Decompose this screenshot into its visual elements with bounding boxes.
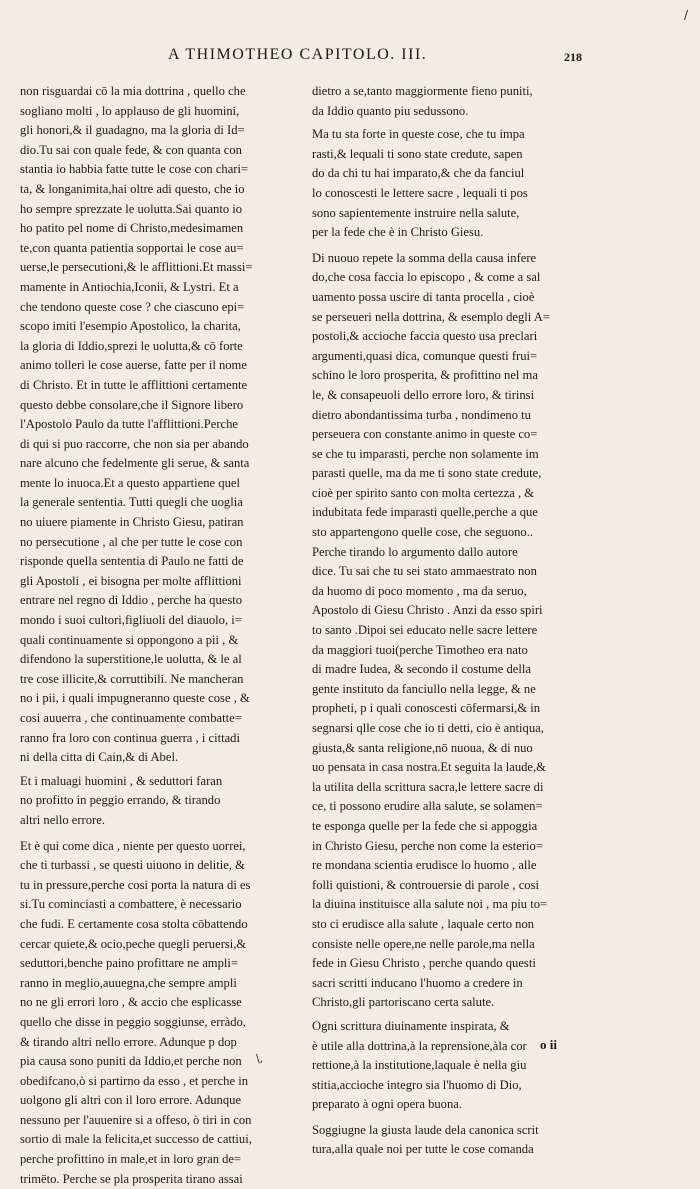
text-line: pia causa sono puniti da Iddio,et perche non — [20, 1054, 242, 1069]
text-line: per la fede che è in Christo Giesu. — [312, 225, 484, 240]
text-line: gente instituto da fanciullo nella legge, & ne — [312, 681, 536, 696]
text-line: ranno in meglio,auuegna,che sempre ampli — [20, 975, 237, 990]
text-line: gli Apostoli , ei bisogna per molte afflittioni — [20, 573, 242, 588]
text-line: in Christo Giesu, perche non come la esterio= — [312, 838, 543, 853]
text-line: altri nello errore. — [20, 812, 105, 827]
text-line: Ogni scrittura diuinamente inspirata, & — [312, 1018, 510, 1033]
text-line: Perche tirando lo argumento dallo autore — [312, 544, 518, 559]
printer-mark: \, — [256, 1052, 264, 1065]
text-line: te,con quanta patientia sopportai le cose au= — [20, 240, 244, 255]
text-line: è utile alla dottrina,à la reprensione,àla cor — [312, 1038, 527, 1053]
text-line: ce, ti possono erudire alla salute, se solamen= — [312, 799, 543, 814]
text-line: scopo imiti l'esempio Apostolico, la charita, — [20, 319, 241, 334]
text-line: dietro abondantissima turba , nondimeno tu — [312, 407, 531, 422]
text-line: giusta,& santa religione,nō nuoua, & di nuo — [312, 740, 533, 755]
text-line: mamente in Antiochia,Iconii, & Lystri. Et a — [20, 279, 239, 294]
commentary-paragraph — [312, 249, 595, 1013]
text-line: Soggiugne la giusta laude dela canonica scrit — [312, 1122, 539, 1137]
text-line: ranno fra loro con continua guerra , i cittadi — [20, 730, 240, 745]
folio-number: 218 — [564, 50, 582, 64]
text-line: no persecutione , al che per tutte le cose con — [20, 534, 243, 549]
text-line: Di nuouo repete la somma della causa infere — [312, 250, 537, 265]
text-line: stantia io habbia fatte tutte le cose con chari= — [20, 162, 249, 177]
text-line: non risguardai cō la mia dottrina , quello che — [20, 84, 246, 98]
text-line: uolgono gli altri con il loro errore. Adunque — [20, 1093, 242, 1108]
text-line: consiste nelle opere,ne nelle parole,ma nella — [312, 936, 535, 951]
text-line: tura,alla quale noi per tutte le cose comanda — [312, 1142, 534, 1157]
text-line: postoli,& accioche faccia questo usa preclari — [312, 329, 538, 344]
scripture-verse — [20, 772, 300, 831]
right-text-column — [312, 76, 595, 1160]
text-line: sogliano molti , lo applauso de gli huomini, — [20, 103, 240, 118]
text-line: no ne gli errori loro , & accio che esplicasse — [20, 995, 242, 1010]
text-line: cioè per spirito santo con molta certezza , & — [312, 485, 535, 500]
text-line: ho patito pel nome di Christo,medesimamen — [20, 221, 244, 236]
scripture-verse — [312, 1017, 595, 1115]
text-line: perseuera con constante animo in queste co= — [312, 427, 538, 442]
text-line: da maggiori tuoi(perche Timotheo era nato — [312, 642, 528, 657]
text-line: & tirando altri nello errore. Adunque p dop — [20, 1034, 237, 1049]
text-line: uerse,le persecutioni,& le afflittioni.Et massi= — [20, 260, 253, 275]
text-line: la utilita della scrittura sacra,le lettere sacre di — [312, 779, 544, 794]
text-line: ho sempre sprezzate le uolutta.Sai quanto io — [20, 201, 243, 216]
text-line: da huomo di poco momento , ma da seruo, — [312, 583, 527, 598]
text-line: propheti, p i quali conoscesti cōfermarsi,& in — [312, 701, 541, 716]
text-line: tre cose illicite,& corruttibili. Ne mancheran — [20, 671, 244, 686]
commentary-paragraph — [20, 837, 300, 1189]
text-line: dio.Tu sai con quale fede, & con quanta con — [20, 142, 242, 157]
text-line: dice. Tu sai che tu sei stato ammaestrato non — [312, 564, 537, 579]
left-text-column — [20, 76, 300, 1189]
text-line: animo tolleri le cose auerse, fatte per il nome — [20, 358, 247, 373]
text-line: cercar quiete,& ocio,peche quegli peruersi,& — [20, 936, 247, 951]
text-line: le, & consapeuoli dello errore loro, & tirinsi — [312, 387, 535, 402]
text-line: schino le loro prosperita, & profittino nel ma — [312, 368, 538, 383]
text-line: quello che disse in peggio soggiunse, erràdo, — [20, 1014, 246, 1029]
text-line: nare alcuno che fedelmente gli serue, & santa — [20, 456, 250, 471]
text-line: sacri scritti inducano l'huomo a credere in — [312, 975, 523, 990]
text-line: segnarsi qlle cose che io ti detti, cio è antiqua, — [312, 721, 544, 735]
text-line: entrare nel regno di Iddio , perche ha questo — [20, 593, 243, 608]
text-line: Et i maluagi huomini , & seduttori faran — [20, 773, 223, 788]
text-line: rettione,à la institutione,laquale è nella giu — [312, 1058, 527, 1073]
signature-mark: o ii — [540, 1037, 557, 1052]
text-line: nessuno per l'auuenire si a offeso, ò tiri in con — [20, 1112, 252, 1127]
text-line: stitia,accioche integro sia l'huomo di Dio, — [312, 1077, 522, 1092]
text-line: do da chi tu hai imparato,& che da fanciul — [312, 166, 525, 181]
text-line: che ti turbassi , se questi uiuono in delitie, & — [20, 858, 245, 873]
text-line: questo debbe consolare,che il Signore libero — [20, 397, 244, 412]
text-line: to santo .Dipoi sei educato nelle sacre lettere — [312, 623, 538, 638]
text-line: mondo i suoi cultori,figliuoli del diauolo, i= — [20, 613, 242, 628]
text-line: sto ci erudisce alla salute , laquale certo non — [312, 916, 535, 931]
text-line: la gloria di Iddio,sprezi le uolutta,& cō forte — [20, 338, 243, 353]
text-line: ni della citta di Cain,& di Abel. — [20, 750, 179, 765]
text-line: obedifcano,ò si partirno da esso , et perche in — [20, 1073, 249, 1088]
text-line: risponde quella sententia di Paulo ne fatti de — [20, 554, 244, 569]
text-line: la generale sententia. Tutti quegli che uoglia — [20, 495, 243, 510]
text-line: folli quistioni, & controuersie di parole , cosi — [312, 877, 539, 892]
text-line: uamento possa uscire di tanta procella , cioè — [312, 289, 535, 304]
text-line: perche profittino in male,et in loro gran de= — [20, 1152, 242, 1167]
text-line: uo pensata in casa nostra.Et seguita la laude,& — [312, 760, 546, 775]
text-line: mente lo inuoca.Et a questo appartiene quel — [20, 475, 240, 490]
text-line: di Christo. Et in tutte le afflittioni certamente — [20, 377, 248, 392]
text-line: fede in Giesu Christo , perche quando questi — [312, 956, 536, 971]
text-line: di madre Iudea, & secondo il costume della — [312, 662, 531, 677]
text-line: sono sapientemente instruire nella salute, — [312, 205, 520, 220]
text-line: difendono la superstitione,le uolutta, & le al — [20, 652, 242, 667]
text-line: si.Tu cominciasti a combattere, è necessario — [20, 897, 242, 912]
text-line: lo conoscesti le lettere sacre , lequali ti pos — [312, 185, 528, 200]
text-line: che fudi. E certamente cosa stolta cōbattendo — [20, 916, 248, 931]
text-line: no uiuere piamente in Christo Giesu, patiran — [20, 515, 244, 530]
text-line: se perseueri nella dottrina, & esemplo degli A= — [312, 309, 550, 324]
text-line: se che tu imparasti, perche non solamente im — [312, 446, 539, 461]
text-line: no profitto in peggio errando, & tirando — [20, 793, 221, 808]
text-line: gli honori,& il guadagno, ma la gloria di Id= — [20, 123, 245, 138]
text-line: la diuina instituisce alla salute noi , ma piu to= — [312, 897, 548, 912]
text-line: Christo,gli partoriscano certa salute. — [312, 995, 495, 1010]
commentary-paragraph — [312, 1121, 595, 1160]
text-line: sortio di male la felicita,et successo de cattiui, — [20, 1132, 252, 1147]
text-line: argumenti,quasi dica, comunque questi frui= — [312, 348, 538, 363]
text-line: seduttori,benche paino profittare ne ampli= — [20, 956, 238, 971]
text-line: te esponga quelle per la fede che si appoggia — [312, 818, 538, 833]
text-line: che tendono queste cose ? che ciascuno epi= — [20, 299, 245, 314]
text-line: trimēto. Perche se pla prosperita tirano assai — [20, 1171, 243, 1186]
text-line: indubitata fede imparasti quelle,perche a que — [312, 505, 538, 520]
text-line: Apostolo di Giesu Christo . Anzi da esso spiri — [312, 603, 543, 618]
text-line: ta, & longanimita,hai oltre adi questo, che io — [20, 181, 245, 196]
text-line: do,che cosa faccia lo episcopo , & come a sal — [312, 270, 541, 285]
commentary-paragraph — [312, 82, 595, 121]
text-line: quali continuamente si oppongono a pii , & — [20, 632, 239, 647]
text-line: parasti quelle, ma da me ti sono state credute, — [312, 466, 542, 481]
scripture-verse — [312, 125, 595, 243]
text-line: cosi auuerra , che continuamente combatte= — [20, 711, 242, 725]
text-line: Et è qui come dica , niente per questo uorrei, — [20, 838, 246, 853]
text-line: l'Apostolo Paulo da tutte l'afflittioni.Perche — [20, 417, 239, 432]
text-line: rasti,& lequali ti sono state credute, sapen — [312, 146, 523, 161]
text-line: di qui si puo raccorre, che non sia per abando — [20, 436, 249, 451]
commentary-paragraph — [20, 82, 300, 768]
text-line: tu in pressure,perche cosi porta la natura di es — [20, 877, 251, 892]
text-line: dietro a se,tanto maggiormente fieno puniti, — [312, 84, 533, 98]
text-line: Ma tu sta forte in queste cose, che tu impa — [312, 127, 525, 142]
text-line: re mondana scientia erudisce lo huomo , alle — [312, 858, 537, 873]
text-line: no i pii, i quali impugneranno queste cose , & — [20, 691, 250, 706]
text-line: preparato à ogni opera buona. — [312, 1097, 463, 1112]
edge-mark: / — [684, 8, 689, 22]
running-title: A THIMOTHEO CAPITOLO. III. — [168, 46, 428, 63]
text-line: sto appartengono quelle cose, che seguono.. — [312, 525, 534, 540]
text-line: da Iddio quanto piu sedussono. — [312, 103, 469, 118]
